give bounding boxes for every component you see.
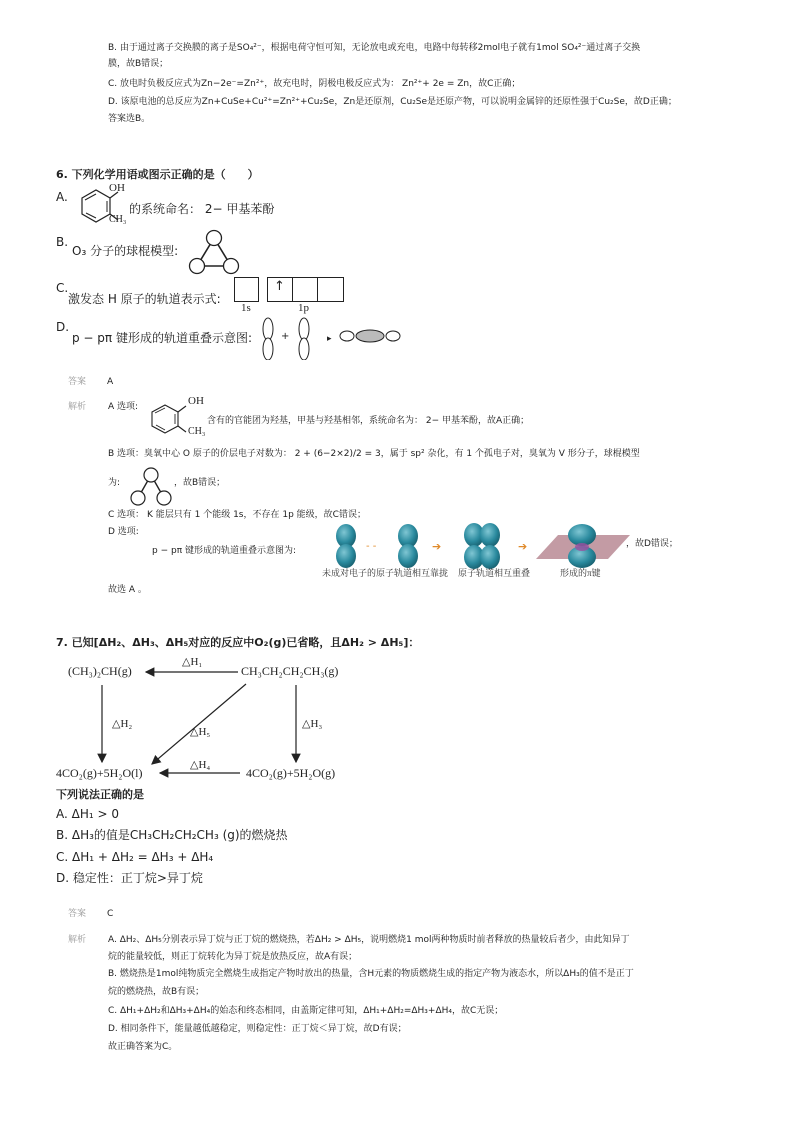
q6-analysis-a-ch3: CH₃ bbox=[188, 426, 206, 437]
q6-option-a-text: 的系统命名： 2− 甲基苯酚 bbox=[129, 202, 275, 216]
q6-analysis-d-caption-3: 形成的π键 bbox=[560, 568, 601, 578]
q7-analysis-label: 解析 bbox=[68, 935, 87, 945]
q7-option-c: C. ΔH₁ + ΔH₂ = ΔH₃ + ΔH₄ bbox=[56, 850, 214, 864]
q7-analysis-line-4: 烷的燃烧热，故B有误； bbox=[108, 987, 205, 997]
q6-analysis-d-end: ，故D错误； bbox=[626, 539, 678, 549]
q6-conclusion: 故选 A 。 bbox=[108, 585, 147, 595]
q6-option-d-sigma-overlap bbox=[338, 326, 402, 346]
q6-option-c-1s-label: 1s bbox=[241, 302, 251, 314]
q6-answer-label: 答案 bbox=[68, 377, 87, 387]
q6-option-a-oh: OH bbox=[109, 182, 125, 194]
q6-analysis-d-caption-2: 原子轨道相互重叠 bbox=[458, 568, 531, 578]
q6-analysis-b-prefix: 为: bbox=[108, 478, 121, 488]
q6-option-c-1s-box bbox=[234, 277, 259, 302]
q7-analysis-line-3: B. 燃烧热是1mol纯物质完全燃烧生成指定产物时放出的热量，含H元素的物质燃烧生成的指定产物为液态水，所以ΔH₃的值不是正丁 bbox=[108, 969, 634, 979]
q6-option-a-label: A. bbox=[56, 190, 68, 204]
q6-analysis-a-text: 含有的官能团为羟基，甲基与羟基相邻，系统命名为： 2− 甲基苯酚，故A正确； bbox=[207, 416, 530, 426]
q6-analysis-c-text: C 选项： K 能层只有 1 个能级 1s，不存在 1p 能级，故C错误； bbox=[108, 510, 366, 520]
q6-analysis-b-bent-model bbox=[128, 466, 174, 508]
q7-diagram-isobutane: (CH₃)₂CH(g) bbox=[68, 664, 132, 678]
q7-answer-label: 答案 bbox=[68, 909, 87, 919]
q6-analysis-d-pi-figure bbox=[322, 521, 634, 571]
q6-analysis-a-oh: OH bbox=[188, 395, 204, 407]
q7-prompt: 下列说法正确的是 bbox=[56, 788, 144, 801]
q6-answer-value: A bbox=[107, 377, 114, 387]
q7-diagram-h4: △H₄ bbox=[190, 759, 211, 771]
q6-option-b-label: B. bbox=[56, 235, 69, 249]
q7-answer-value: C bbox=[107, 909, 114, 919]
q6-option-a-ch3: CH₃ bbox=[109, 214, 127, 225]
q6-analysis-d-prefix: D 选项: bbox=[108, 527, 139, 537]
q5-line-b2: 膜，故B错误； bbox=[108, 59, 169, 69]
q6-analysis-a-prefix: A 选项: bbox=[108, 402, 139, 412]
q7-diagram-h1: △H₁ bbox=[182, 656, 203, 668]
q5-line-b1: B. 由于通过离子交换膜的离子是SO₄²⁻，根据电荷守恒可知，无论放电或充电，电路中每转移2mol电子就有1mol SO₄²⁻通过离子交换 bbox=[108, 43, 641, 53]
q7-diagram-h5: △H₅ bbox=[190, 726, 211, 738]
q7-analysis-line-1: A. ΔH₂、ΔH₅分别表示异丁烷与正丁烷的燃烧热，若ΔH₂ > ΔH₅，说明燃烧1 mol两种物质时前者释放的热量较后者少，由此知异丁 bbox=[108, 935, 630, 945]
q7-diagram-products-gas: 4CO₂(g)+5H₂O(g) bbox=[246, 766, 336, 780]
q6-analysis-label: 解析 bbox=[68, 402, 87, 412]
q5-line-ans: 答案选B。 bbox=[108, 114, 151, 124]
q7-option-b: B. ΔH₃的值是CH₃CH₂CH₂CH₃ (g)的燃烧热 bbox=[56, 828, 288, 842]
q6-stem: 6. 下列化学用语或图示正确的是（ ） bbox=[56, 168, 259, 181]
q6-analysis-d-text: p − pπ 键形成的轨道重叠示意图为: bbox=[152, 546, 297, 556]
q6-analysis-d-caption-1: 未成对电子的原子轨道相互靠拢 bbox=[322, 568, 449, 578]
svg-text:- -: - - bbox=[366, 541, 377, 552]
q6-option-d-plus: + bbox=[281, 331, 290, 342]
q7-diagram-n-butane: CH₃CH₂CH₂CH₃(g) bbox=[241, 664, 339, 678]
q7-diagram-products-liquid: 4CO₂(g)+5H₂O(l) bbox=[56, 766, 143, 780]
q6-analysis-b-suffix: ，故B错误； bbox=[174, 478, 226, 488]
q6-option-c-label: C. bbox=[56, 281, 69, 295]
q6-option-d-arrow-icon: ▸ bbox=[327, 334, 332, 344]
q7-stem: 7. 已知[ΔH₂、ΔH₃、ΔH₅对应的反应中O₂(g)已省略，且ΔH₂ > ΔH₅]： bbox=[56, 636, 420, 649]
q7-diagram-h2: △H₂ bbox=[112, 718, 133, 730]
q6-option-c-1p-label: 1p bbox=[298, 302, 309, 314]
q6-option-c-1p-box bbox=[267, 277, 344, 302]
svg-text:➔: ➔ bbox=[432, 540, 442, 553]
q5-line-d: D. 该原电池的总反应为Zn+CuSe+Cu²⁺=Zn²⁺+Cu₂Se，Zn是还原剂，Cu₂Se是还原产物，可以说明金属锌的还原性强于Cu₂Se，故D正确； bbox=[108, 97, 677, 107]
q6-option-b-text: O₃ 分子的球棍模型: bbox=[72, 244, 179, 258]
q5-line-c: C. 放电时负极反应式为Zn−2e⁻=Zn²⁺，故充电时，阴极电极反应式为： Zn²⁺+ 2e = Zn，故C正确； bbox=[108, 79, 521, 89]
q6-option-d-label: D. bbox=[56, 320, 70, 334]
q6-analysis-b-text: B 选项：臭氧中心 O 原子的价层电子对数为： 2 + (6−2×2)/2 = 3，属于 sp² 杂化，有 1 个孤电子对，臭氧为 V 形分子，球棍模型 bbox=[108, 449, 640, 459]
q7-analysis-line-6: D. 相同条件下，能量越低越稳定，则稳定性：正丁烷＜异丁烷，故D有误； bbox=[108, 1024, 407, 1034]
q7-analysis-line-2: 烷的能量较低，则正丁烷转化为异丁烷是放热反应，故A有误； bbox=[108, 952, 358, 962]
q7-analysis-line-7: 故正确答案为C。 bbox=[108, 1042, 178, 1052]
q7-analysis-line-5: C. ΔH₁+ΔH₂和ΔH₃+ΔH₄的始态和终态相同，由盖斯定律可知，ΔH₁+ΔH₂=ΔH₃+ΔH₄，故C无误； bbox=[108, 1006, 504, 1016]
q6-option-c-up-arrow-icon: ↑ bbox=[274, 279, 285, 294]
q7-diagram-h3: △H₃ bbox=[302, 718, 323, 730]
q6-option-c-text: 激发态 H 原子的轨道表示式: bbox=[68, 292, 221, 306]
svg-text:➔: ➔ bbox=[518, 540, 528, 553]
q7-option-d: D. 稳定性：正丁烷>异丁烷 bbox=[56, 871, 203, 885]
q6-option-d-text: p − pπ 键形成的轨道重叠示意图: bbox=[72, 331, 253, 345]
q6-option-b-ball-stick bbox=[186, 228, 242, 276]
q7-option-a: A. ΔH₁ > 0 bbox=[56, 807, 119, 821]
